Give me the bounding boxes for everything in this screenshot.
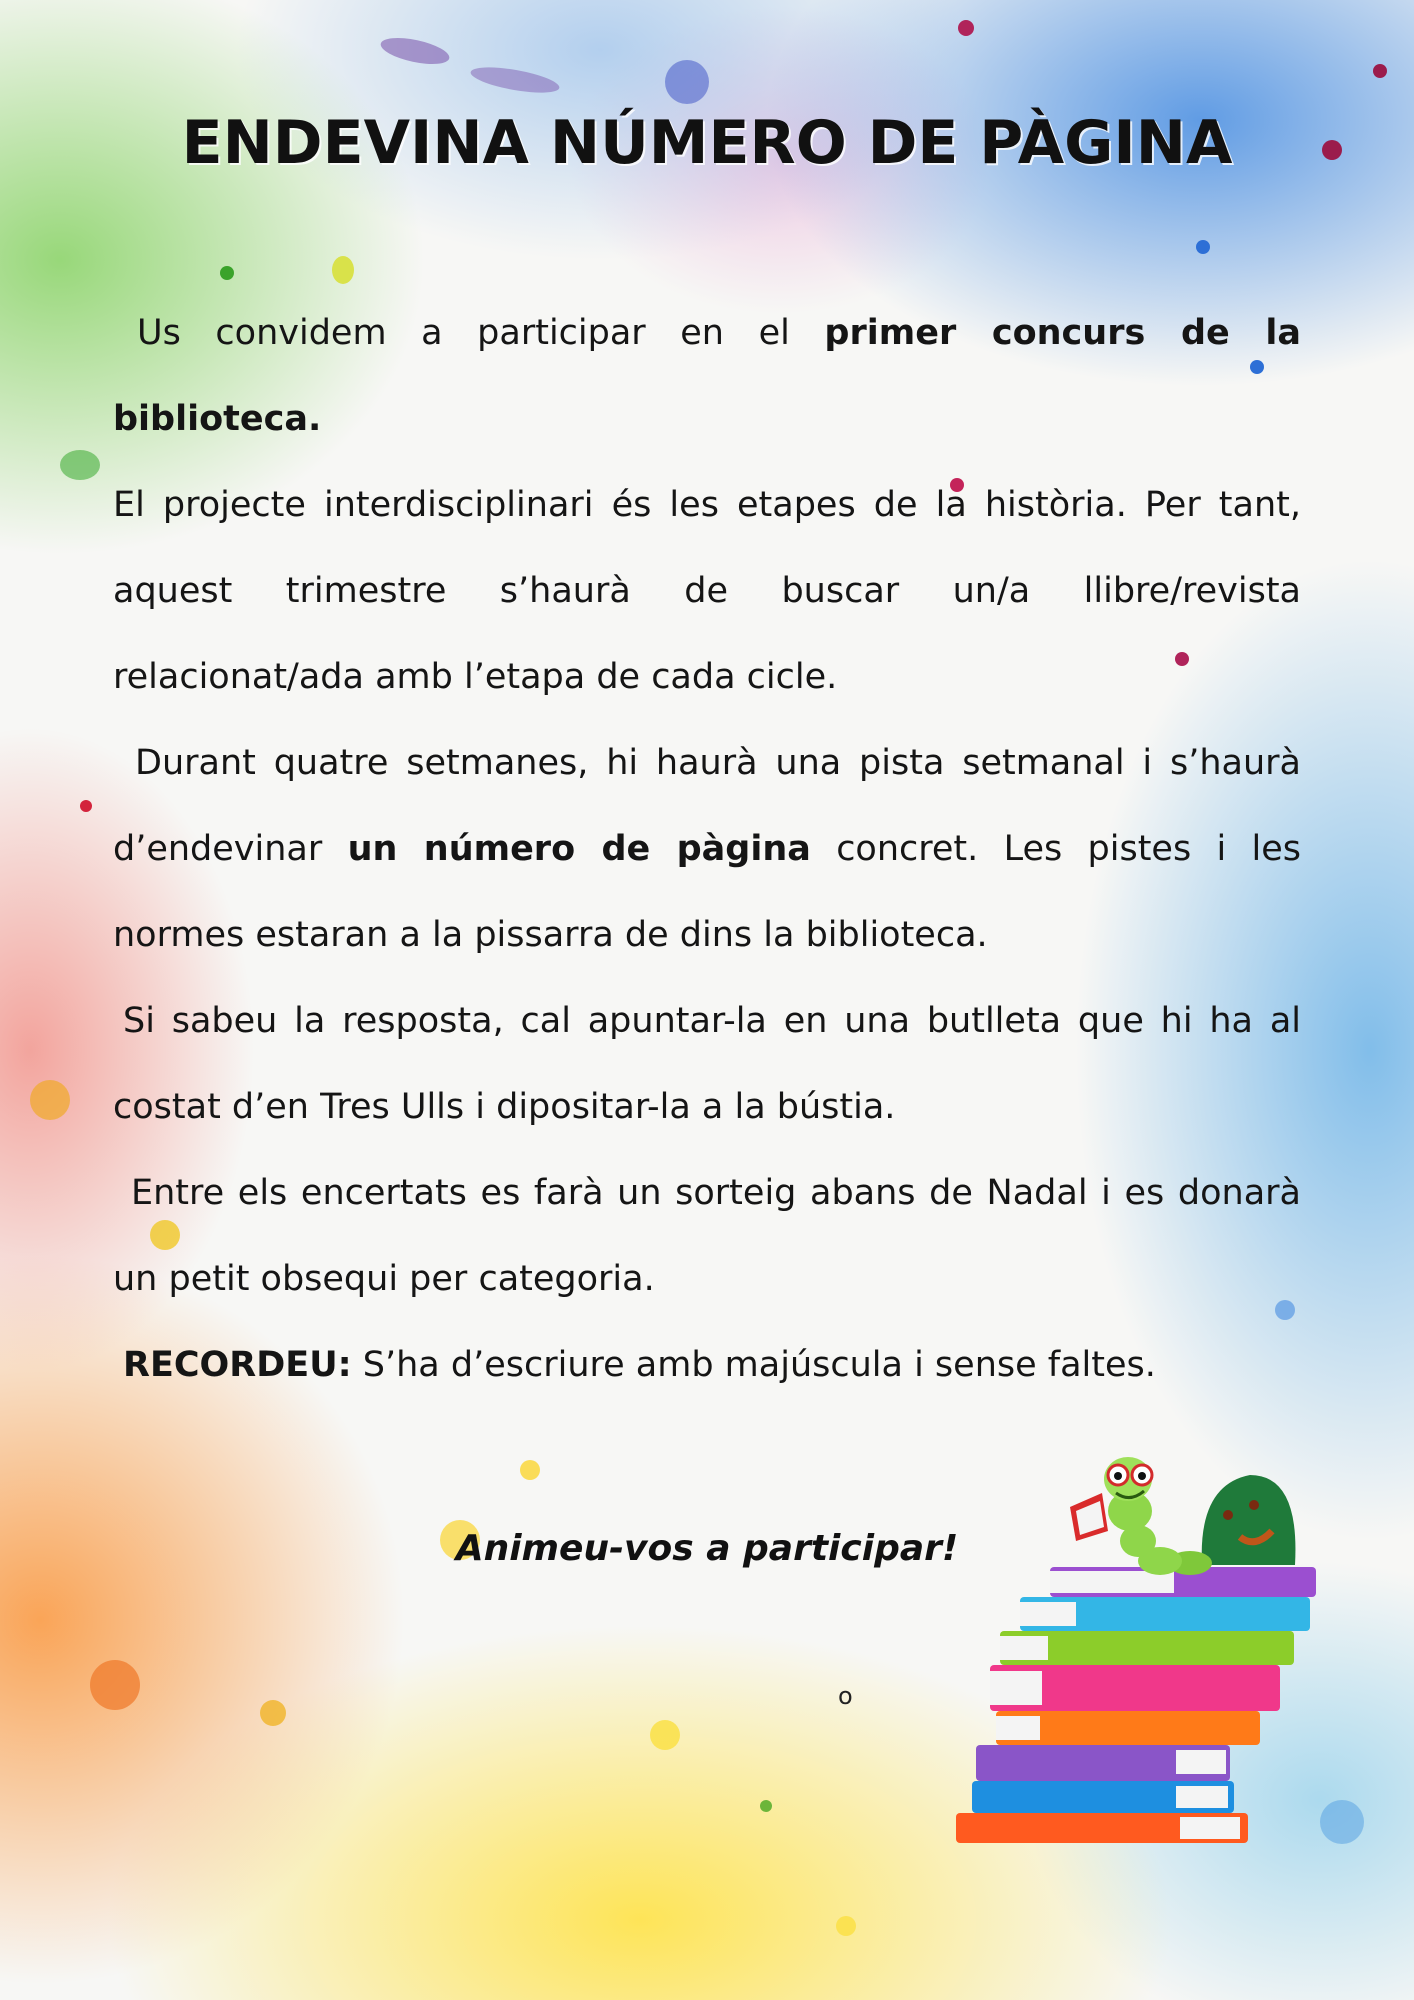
paragraph-draw: Entre els encertats es farà un sorteig abans de Nadal i es donarà un petit obsequi per categoria.: [113, 1173, 1301, 1299]
paragraph-clues: [113, 720, 1301, 978]
paragraph-text: Durant quatre setmanes, hi haurà una pista setmanal i s’haurà d’endevinar: [113, 743, 1301, 869]
paragraph-text: concret. Les pistes i les normes estaran a la pissarra de dins la biblioteca.: [113, 829, 1302, 955]
contest-highlight: primer concurs de la biblioteca.: [113, 313, 1302, 439]
book-stack: [956, 1567, 1316, 1843]
page-title: ENDEVINA NÚMERO DE PÀGINA: [181, 108, 1233, 178]
reminder-text: S’ha d’escriure amb majúscula i sense faltes.: [351, 1345, 1156, 1385]
body-text: [113, 290, 1301, 1408]
paragraph-answer: Si sabeu la resposta, cal apuntar-la en una butlleta que hi ha al costat d’en Tres Ulls i dipositar-la a la bústia.: [113, 1001, 1301, 1127]
monster-character: [1202, 1475, 1296, 1565]
page-number-highlight: un número de pàgina: [347, 829, 811, 869]
closing-message: Animeu-vos a participar!: [455, 1528, 959, 1569]
paragraph-text: Us convidem a participar en el: [137, 313, 825, 353]
worm-character: [1070, 1457, 1212, 1575]
stray-mark: o: [838, 1682, 853, 1710]
paragraph-reminder: [113, 1322, 1301, 1408]
reminder-label: RECORDEU:: [123, 1345, 352, 1385]
paragraph-project: El projecte interdisciplinari és les etapes de la història. Per tant, aquest trimestre s’haurà de buscar un/a llibre/revista relacionat/ada amb l’etapa de cada cicle.: [113, 485, 1301, 697]
paragraph-invitation: [113, 290, 1301, 462]
bookworm-on-book-stack-icon: [950, 1445, 1330, 1865]
